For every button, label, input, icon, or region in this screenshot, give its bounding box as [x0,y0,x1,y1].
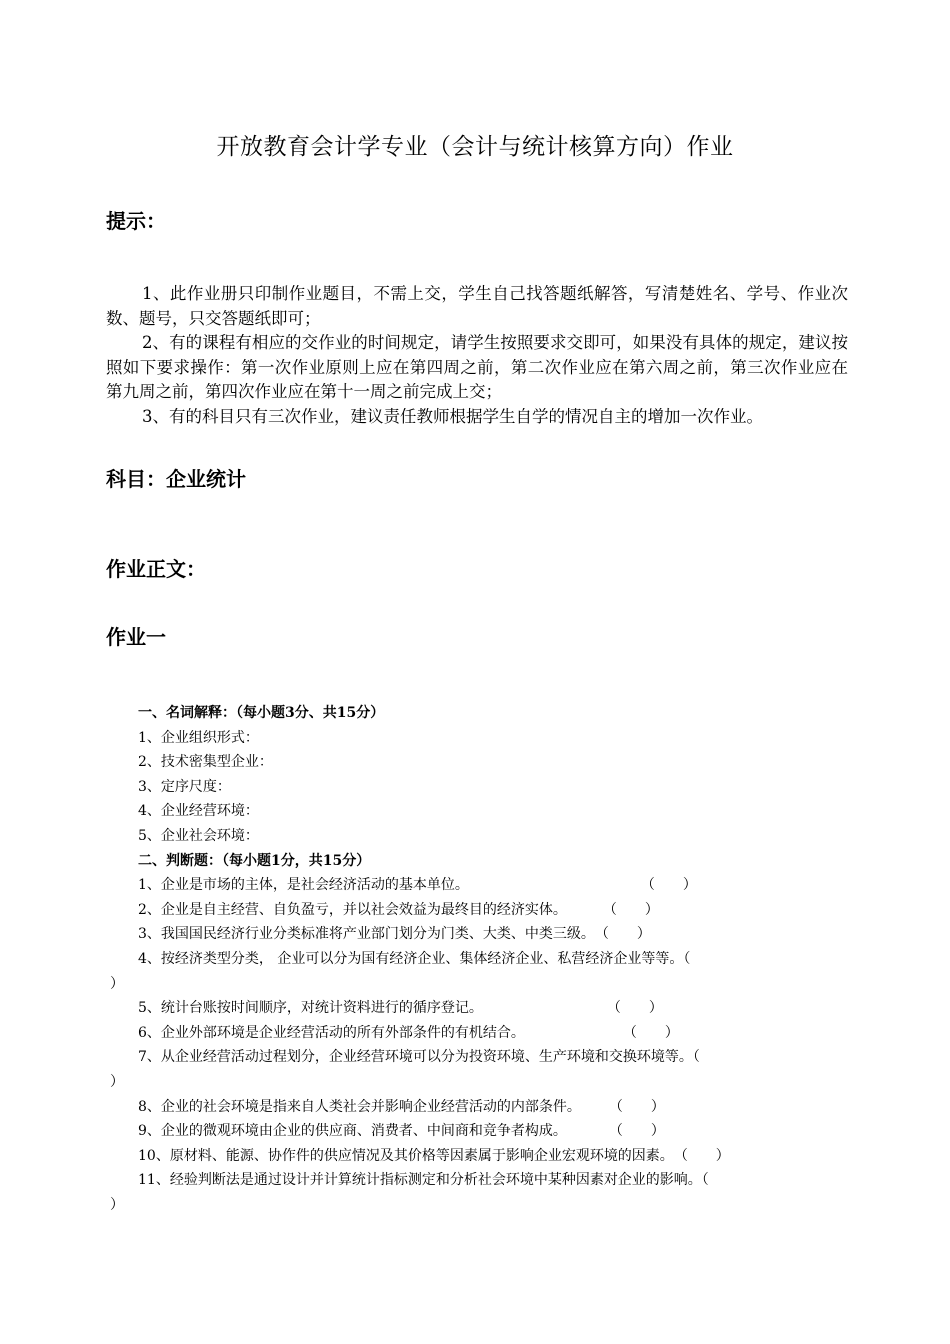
list-item: 3、定序尺度： [138,778,231,795]
list-item: 2、技术密集型企业： [138,754,273,771]
homework-heading: 作业一 [106,625,166,649]
answer-blank: （ ） [594,926,651,943]
list-item: 5、企业社会环境： [138,827,259,844]
question-text: 11、经验判断法是通过设计并计算统计指标测定和分析社会环境中某种因素对企业的影响。（ [138,1172,709,1189]
answer-blank: ） [110,975,124,992]
note-paragraph: 3、有的科目只有三次作业，建议责任教师根据学生自学的情况自主的增加一次作业。 [142,406,763,426]
question-text: 10、原材料、能源、协作件的供应情况及其价格等因素属于影响企业宏观环境的因素。 [138,1147,674,1164]
notes-block [106,282,848,429]
document-title: 开放教育会计学专业（会计与统计核算方向）作业 [216,134,734,160]
answer-blank: （ ） [673,1147,730,1164]
question-item [106,1168,850,1217]
question-item [106,996,850,1021]
tip-heading: 提示： [106,209,166,233]
question-item [106,922,850,947]
body-heading: 作业正文： [106,557,206,581]
answer-blank: ） [110,1073,124,1090]
subject-heading: 科目：企业统计 [106,467,246,491]
note-paragraph: 1、此作业册只印制作业题目，不需上交，学生自己找答题纸解答，写清楚姓名、学号、作业次数、题号，只交答题纸即可； [106,284,848,328]
answer-blank: ） [110,1196,124,1213]
answer-blank: （ ） [622,1024,679,1041]
homework-content [106,701,850,1217]
question-text: 7、从企业经营活动过程划分，企业经营环境可以分为投资环境、生产环境和交换环境等。（ [138,1049,700,1066]
question-item [106,1144,850,1169]
question-item [106,1021,850,1046]
list-item: 4、企业经营环境： [138,803,259,820]
question-text: 2、企业是自主经营、自负盈亏，并以社会效益为最终目的经济实体。 [138,901,567,918]
question-text: 9、企业的微观环境由企业的供应商、消费者、中间商和竞争者构成。 [138,1123,567,1140]
question-text: 1、企业是市场的主体，是社会经济活动的基本单位。 [138,877,469,894]
question-text: 8、企业的社会环境是指来自人类社会并影响企业经营活动的内部条件。 [138,1098,581,1115]
question-item [106,898,850,923]
section-title: 二、判断题：（每小题1分，共15分） [138,852,371,869]
answer-blank: （ ） [602,901,659,918]
answer-blank: （ ） [608,1123,665,1140]
question-text: 3、我国国民经济行业分类标准将产业部门划分为门类、大类、中类三级。 [138,926,595,943]
note-paragraph: 2、有的课程有相应的交作业的时间规定，请学生按照要求交即可，如果没有具体的规定，建议按照如下要求操作：第一次作业原则上应在第四周之前，第二次作业应在第六周之前，第三次作业应在第九周之前，第四次作业应在第十一周之前完成上交； [106,333,848,401]
question-item [106,873,850,898]
question-item [106,1095,850,1120]
question-text: 5、统计台账按时间顺序，对统计资料进行的循序登记。 [138,1000,483,1017]
question-item [106,1045,850,1094]
question-item [106,947,850,996]
answer-blank: （ ） [606,1000,663,1017]
answer-blank: （ ） [608,1098,665,1115]
section-title: 一、名词解释：（每小题3分、共15分） [138,705,385,721]
answer-blank: （ ） [640,877,697,894]
question-item [106,1119,850,1144]
list-item: 1、企业组织形式： [138,729,259,746]
question-text: 6、企业外部环境是企业经营活动的所有外部条件的有机结合。 [138,1024,525,1041]
question-text: 4、按经济类型分类， 企业可以分为国有经济企业、集体经济企业、私营经济企业等等。（ [138,950,691,967]
